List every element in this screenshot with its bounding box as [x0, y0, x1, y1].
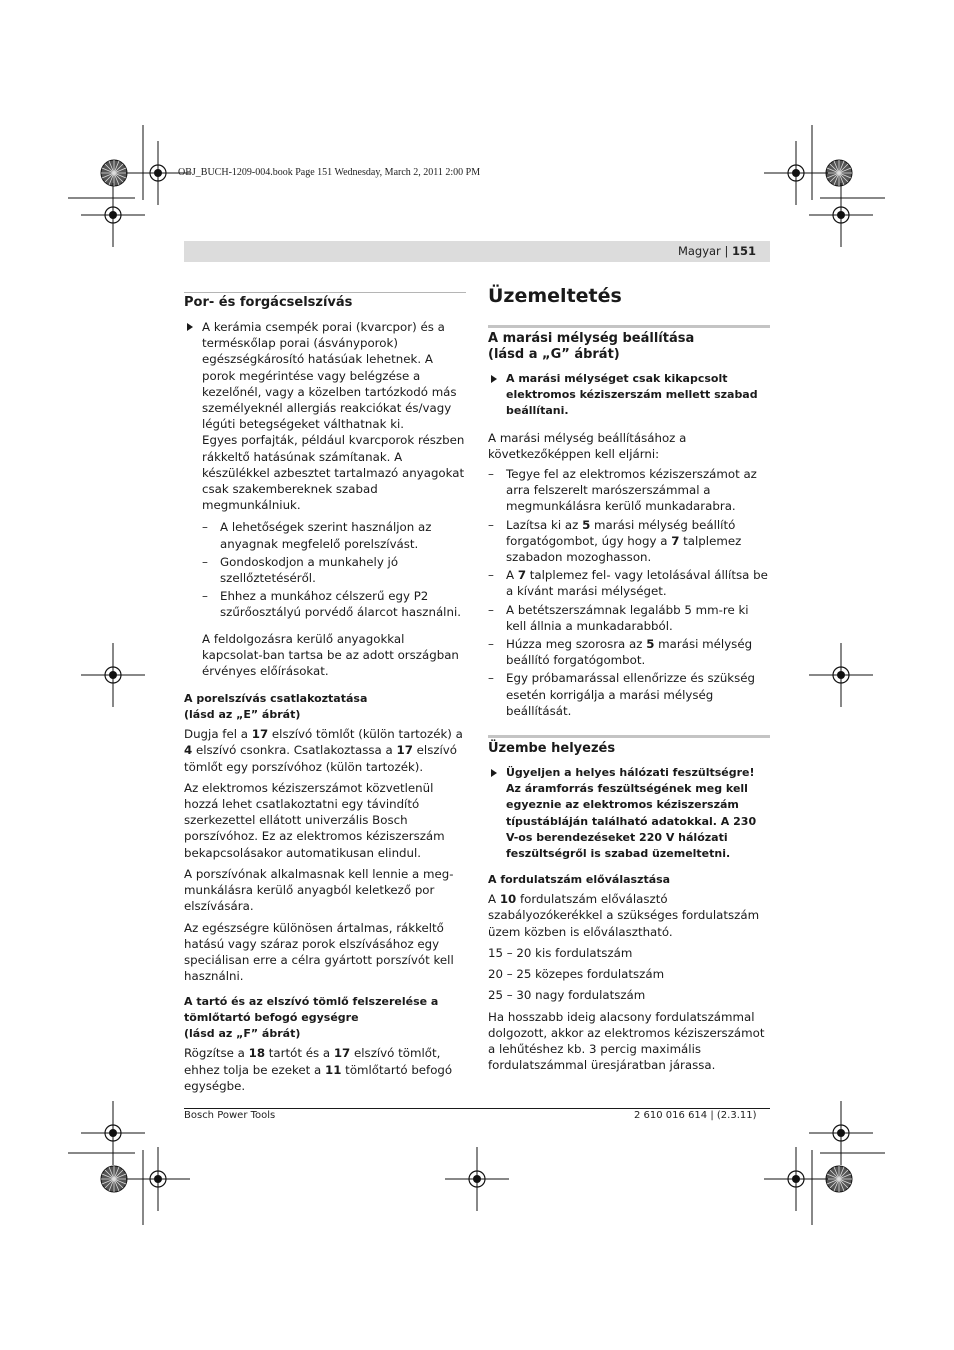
step-item: – Egy próbamarással ellenőrizze és szükség esetén korrigálja a marási mélység beállítását.	[488, 671, 756, 718]
header-language: Magyar	[677, 244, 721, 258]
footer-brand: Bosch Power Tools	[184, 1110, 276, 1121]
speed-range-high: 25 – 30 nagy fordulatszám	[488, 988, 646, 1003]
paragraph-connect-hose: Dugja fel a 17 elszívó tömlőt (külön tartozék) a 4 elszívó csonkra. Csatlakoztassa a 17 elszívó tömlőt egy porszívóhoz (külön tartozék).	[184, 727, 463, 774]
paragraph-vacuum-direct: Az elektromos kéziszerszámot közvetlenül hozzá lehet csatlakoztatni egy távindító szerkezettel ellátott univerzális Bosch porszívóhoz. Ez az elektromos kéziszerszám bekapcsolásakor automatikusan elindul.	[184, 780, 445, 860]
page-header-text	[678, 244, 756, 258]
section-title-start-up: Üzembe helyezés	[488, 735, 770, 757]
dash-item-text: A lehetőségek szerint használjon az anyagnak megfelelő porelszívást.	[220, 520, 432, 551]
subsection-title-hose-holder	[184, 994, 466, 1042]
warning-text-2: Egyes porfajták, például kvarcporok részben rákkeltő hatásúnak számítanak. A készülékkel azbesztet tartalmazó anyagokat csak szakembereknek szabad megmunkálniuk.	[202, 433, 465, 513]
page-header-bar	[184, 241, 770, 262]
section-title-line: A marási mélység beállítása	[488, 331, 695, 346]
chapter-title-operation: Üzemeltetés	[488, 285, 622, 307]
subsection-title-line: A tartó és az elszívó tömlő felszerelése a	[184, 995, 439, 1009]
speed-range-low: 15 – 20 kis fordulatszám	[488, 945, 633, 960]
paragraph-fix-holder: Rögzítse a 18 tartót és a 17 elszívó tömlőt, ehhez tolja be ezeket a 11 tömlőtartó befogó egységbe.	[184, 1046, 453, 1093]
header-separator: |	[724, 244, 729, 258]
left-column	[184, 292, 466, 1099]
right-column	[488, 284, 770, 1078]
subsection-title-connect-extraction	[184, 691, 466, 723]
step-item: – Húzza meg szorosra az 5 marási mélység beállító forgatógombot.	[488, 637, 753, 668]
subsection-title-line: (lásd az „E” ábrát)	[184, 708, 301, 722]
section-title-dust-extraction: Por- és forgácselszívás	[184, 292, 466, 311]
warning-text: A kerámia csempék porai (kvarcpor) és a termésкőlap porai (ásványporok) egészségkárosító hatásúak lehetnek. A porok megérintése vagy belégzése a kezelőnél, vagy a közelben tartózkodó más személyeknél allergiás reakciókat és/vagy légúti betegségeket válthatnak ki.	[202, 320, 457, 432]
header-page-number: 151	[731, 244, 756, 258]
step-item: – Tegye fel az elektromos kéziszerszámot az arra felszerelt marószerszámmal a megmunkálásra kerülő munkadarabra.	[488, 467, 757, 514]
arrow-bullet-icon	[491, 375, 497, 383]
step-item: – Lazítsa ki az 5 marási mélység beállító forgatógombot, úgy hogy a 7 talplemez szabadon mozoghasson.	[488, 517, 742, 565]
arrow-bullet-icon	[491, 769, 497, 777]
print-slug-line: OBJ_BUCH-1209-004.book Page 151 Wednesday, March 2, 2011 2:00 PM	[178, 167, 481, 178]
subsection-title-speed-preselection: A fordulatszám előválasztása	[488, 873, 671, 887]
warning-bullet-voltage	[488, 765, 770, 862]
paragraph-speed-wheel: A 10 fordulatszám előválasztó szabályozókerékkel a szükséges fordulatszám üzem közben is előválasztható.	[488, 892, 760, 939]
paragraph-intro-steps: A marási mélység beállításához a következőképpen kell eljárni:	[488, 430, 687, 461]
warning-text: Ügyeljen a helyes hálózati feszültségre! Az áramforrás feszültségének meg kell egyeznie az elektromos kéziszerszám típustábláján található adatokkal. A 230 V-os berendezéseket 220 V hálózati feszültségről is szabad üzemeltetni.	[506, 766, 757, 861]
subsection-title-line: tömlőtartó befogó egységre	[184, 1011, 359, 1025]
footer-rule	[184, 1108, 770, 1109]
warning-bullet-switch-off	[488, 371, 770, 420]
subsection-title-line: (lásd az „F” ábrát)	[184, 1027, 301, 1041]
warning-bullet-dust	[184, 319, 466, 679]
footer-doc-number: 2 610 016 614 | (2.3.11)	[634, 1110, 757, 1121]
step-item: – A betétszerszámnak legalább 5 mm-re ki kell állnia a munkadarabból.	[488, 602, 749, 633]
dash-item-text: Ehhez a munkához célszerű egy P2 szűrőosztályú porvédő álarcot használni.	[220, 589, 461, 620]
speed-range-medium: 20 – 25 közepes fordulatszám	[488, 967, 665, 982]
section-title-line: (lásd a „G” ábrát)	[488, 347, 620, 362]
dash-item-text: Gondoskodjon a munkahely jó szellőztetéséről.	[220, 554, 399, 586]
subsection-title-line: A porelszívás csatlakoztatása	[184, 692, 368, 706]
dash-item: – Gondoskodjon a munkahely jó szellőztetéséről.	[202, 554, 399, 586]
arrow-bullet-icon	[187, 323, 193, 331]
step-item: – A 7 talplemez fel- vagy letolásával állítsa be a kívánt marási mélységet.	[488, 568, 768, 599]
section-title-milling-depth	[488, 325, 770, 363]
paragraph-special-vacuum: Az egészségre különösen ártalmas, rákkeltő hatású vagy száraz porok elszívásához egy speciálisan erre a célra gyártott porszívót kell használni.	[184, 920, 454, 984]
dash-item: – A lehetőségek szerint használjon az anyagnak megfelelő porelszívást.	[202, 520, 432, 551]
paragraph-vacuum-suitable: A porszívónak alkalmasnak kell lennie a meg-munkálásra kerülő anyagból keletkező por elszívására.	[184, 866, 454, 914]
regulation-note: A feldolgozásra kerülő anyagokkal kapcsolat-ban tartsa be az adott országban érvényes előírásokat.	[202, 631, 459, 679]
dash-item: – Ehhez a munkához célszerű egy P2 szűrőosztályú porvédő álarcot használni.	[202, 589, 461, 620]
warning-text: A marási mélységet csak kikapcsolt elektromos kéziszerszám mellett szabad beállítani.	[506, 372, 758, 418]
paragraph-cooling: Ha hosszabb ideig alacsony fordulatszámmal dolgozott, akkor az elektromos kéziszerszámot a lehűtéshez kb. 3 percig maximális fordulatszámmal üresjáratban járassa.	[488, 1009, 765, 1073]
